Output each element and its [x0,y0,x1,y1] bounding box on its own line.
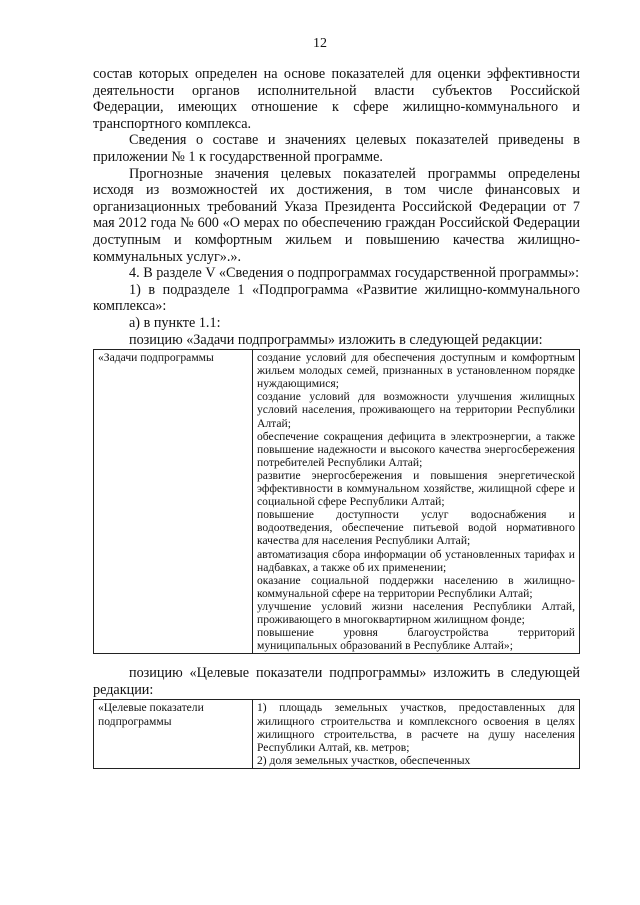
paragraph-2: Сведения о составе и значениях целевых показателей приведены в приложении № 1 к государственной программе. [93,132,580,165]
task-item: оказание социальной поддержки населению в жилищно-коммунальной сфере на территории Республики Алтай; [257,573,575,600]
paragraph-6: а) в пункте 1.1: [129,314,221,331]
task-item: повышение уровня благоустройства территорий муниципальных образований в Республике Алтай»; [257,626,575,653]
page-number: 12 [313,36,327,51]
indicators-table [93,699,580,768]
task-item: создание условий для возможности улучшения жилищных условий населения, проживающего на территории Республики Алтай; [257,390,575,430]
tasks-label-cell: «Задачи подпрограммы [94,350,253,654]
paragraph-4: 4. В разделе V «Сведения о подпрограммах государственной программы»: [129,265,580,282]
paragraph-7: позицию «Задачи подпрограммы» изложить в следующей редакции: [129,331,543,348]
indicator-item: 1) площадь земельных участков, предоставленных для жилищного строительства и комплексного освоения в целях жилищного строительства, в расчете на душу населения Республики Алтай, кв. метров; [257,701,575,754]
tasks-content-cell [253,350,580,654]
task-item: развитие энергосбережения и повышения энергетической эффективности в коммунальном хозяйстве, жилищной сфере и социальной сфере Республики Алтай; [257,468,575,509]
tasks-table [93,349,580,654]
paragraph-8: позицию «Целевые показатели подпрограммы» изложить в следующей редакции: [93,665,580,698]
paragraph-1: состав которых определен на основе показателей для оценки эффективности деятельности органов исполнительной власти субъектов Российской Федерации, имеющих отношение к сфере жилищно-коммунального и транспортного комплекса. [93,66,580,132]
task-item: повышение доступности услуг водоснабжения и водоотведения, обеспечение питьевой водой нормативного качества для населения Республики Алтай; [257,508,575,548]
indicator-item: 2) доля земельных участков, обеспеченных [257,753,471,767]
task-item: улучшение условий жизни населения Республики Алтай, проживающего в многоквартирном жилищном фонде; [257,599,575,626]
task-item: обеспечение сокращения дефицита в электроэнергии, а также повышение надежности и высокого качества энергосбережения потребителей Республики Алтай; [257,429,575,469]
indicators-content-cell [253,700,580,768]
paragraph-3: Прогнозные значения целевых показателей программы определены исходя из возможностей их достижения, в том числе финансовых и организационных требований Указа Президента Российской Федерации от 7 мая 2012 года № 600 «О мерах по обеспечению граждан Российской Федерации доступным и комфортным жильем и повышению качества жилищно-коммунальных услуг».». [93,165,580,265]
task-item: автоматизация сбора информации об установленных тарифах и надбавках, а также об их применении; [257,547,575,574]
table-row [94,700,580,768]
task-item: создание условий для обеспечения доступным и комфортным жильем молодых семей, признанных в установленном порядке нуждающимися; [257,351,575,391]
paragraph-5: 1) в подразделе 1 «Подпрограмма «Развитие жилищно-коммунального комплекса»: [93,281,580,315]
indicators-label-cell: «Целевые показатели подпрограммы [94,700,253,768]
document-body [93,66,580,769]
table-row [94,350,580,654]
